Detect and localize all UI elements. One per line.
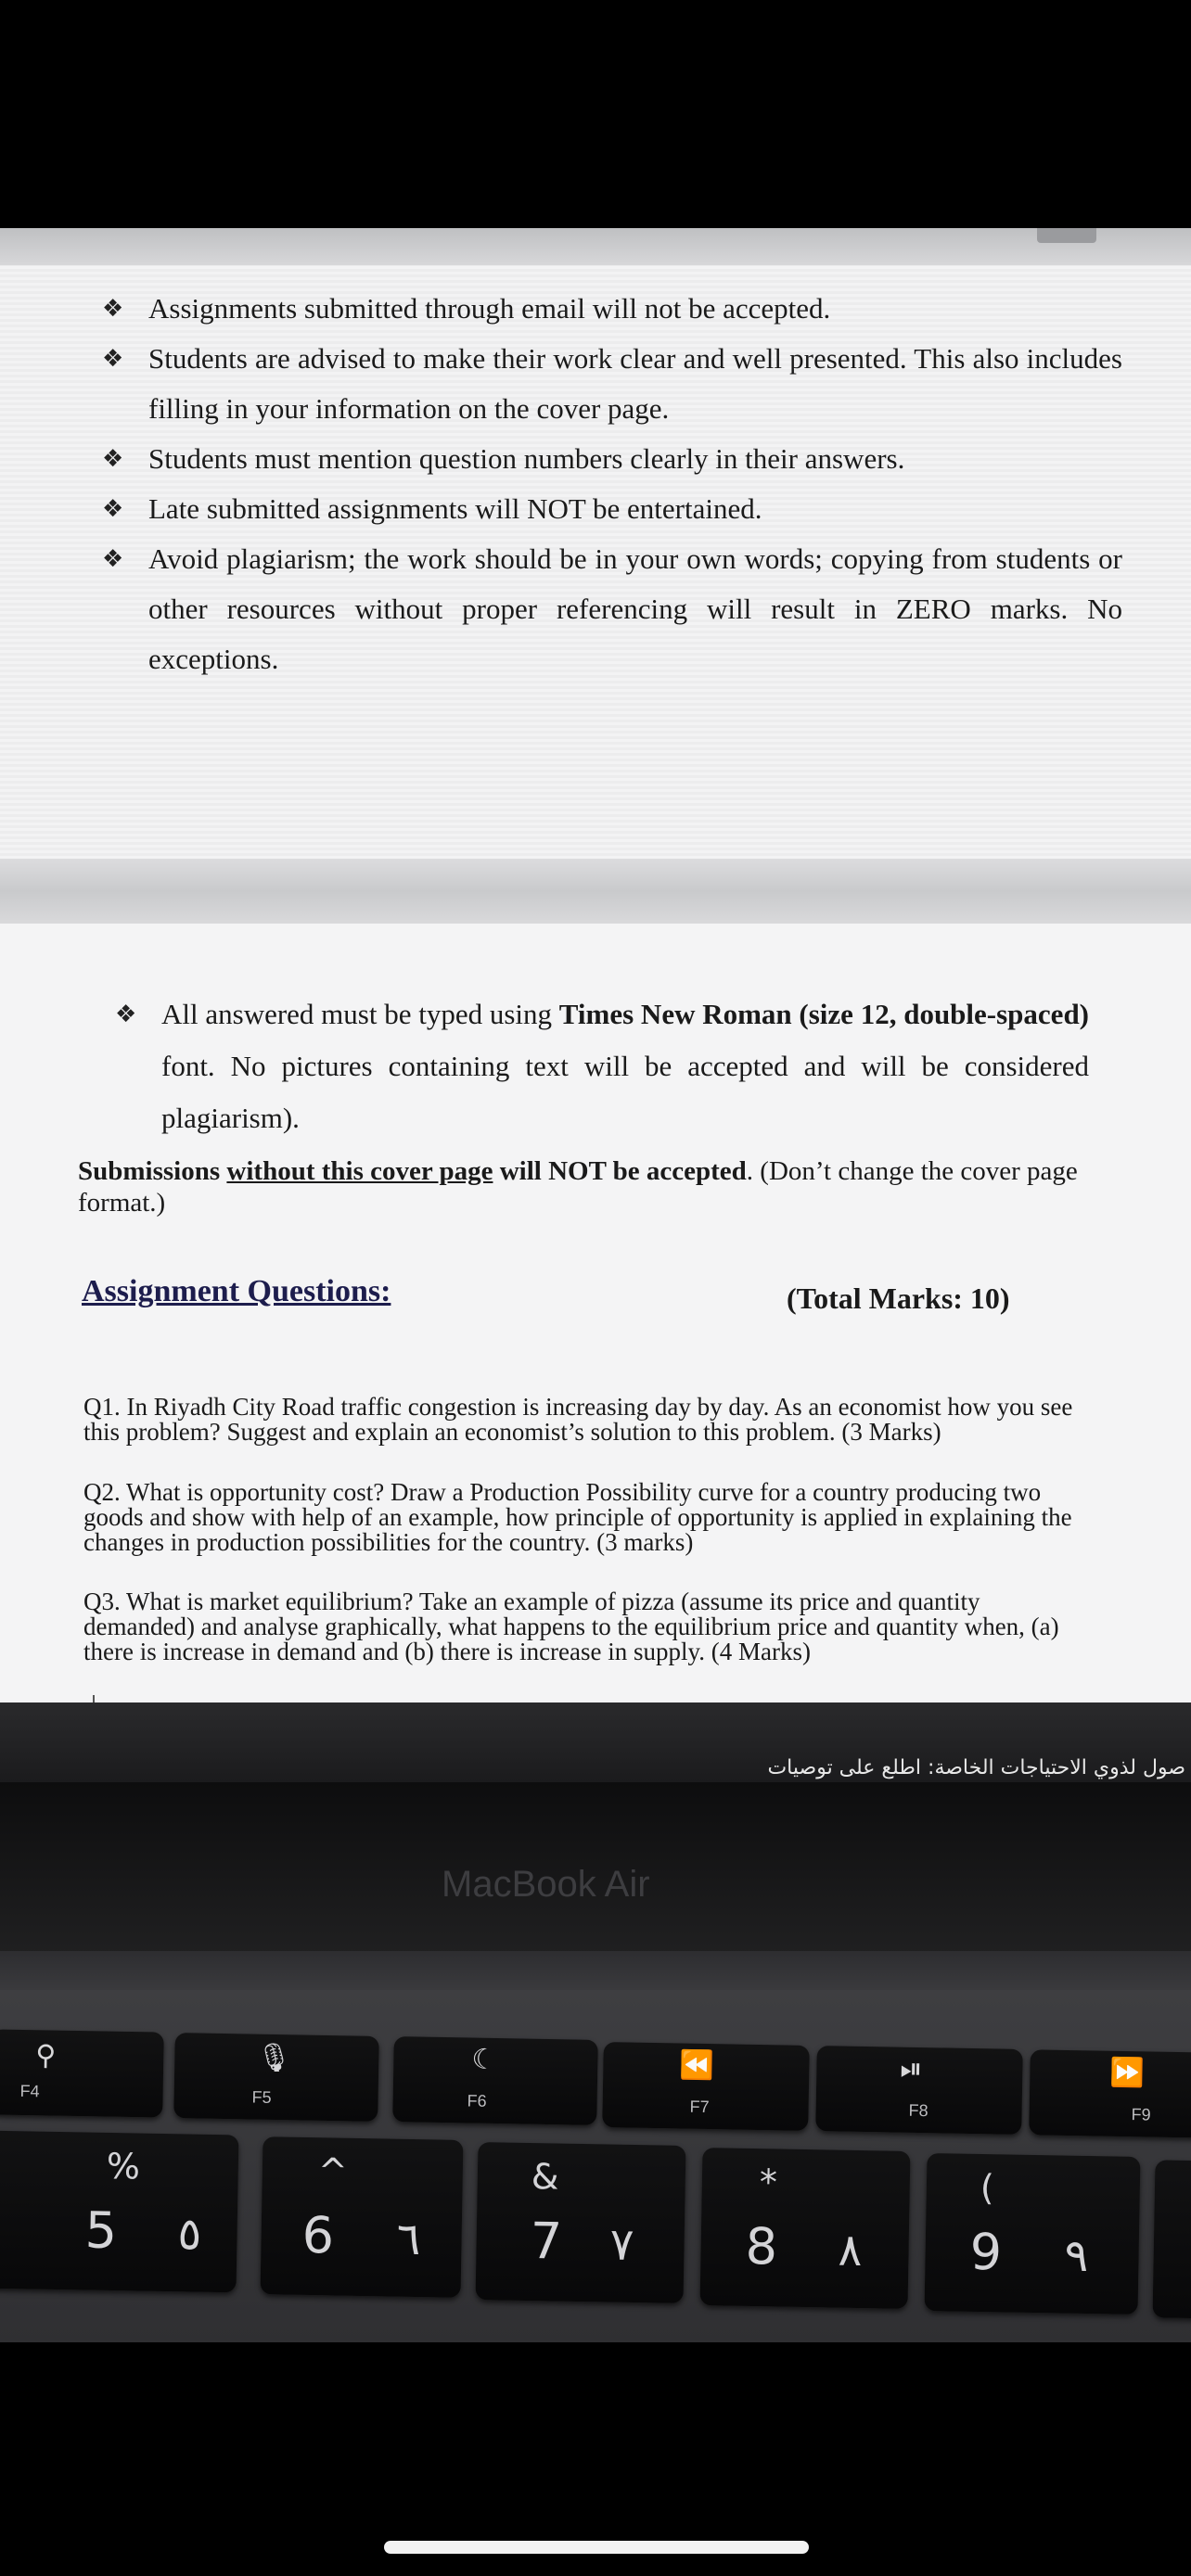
format-text-after: font. No pictures containing text will be accepted and will be considered plagiarism).: [161, 1050, 1089, 1134]
top-black-band: [0, 0, 1191, 228]
key-number: 7: [530, 2212, 563, 2271]
laptop-brand-label: MacBook Air: [442, 1864, 650, 1905]
top-bar-tab: [1037, 228, 1096, 243]
diamond-bullet-icon: ❖: [102, 445, 124, 473]
diamond-bullet-icon: ❖: [102, 545, 124, 573]
key-f7[interactable]: [602, 2042, 810, 2131]
key-f8[interactable]: [815, 2046, 1023, 2135]
laptop-deck: [0, 1951, 1191, 1990]
key-arabic: ٥: [177, 2208, 202, 2261]
key-f5[interactable]: [173, 2033, 379, 2122]
key-8[interactable]: [700, 2148, 911, 2309]
list-item: [102, 534, 1122, 684]
key-f6[interactable]: [392, 2036, 598, 2125]
rule-text: Students must mention question numbers clearly in their answers.: [148, 442, 905, 475]
key-arabic: ٦: [396, 2213, 421, 2266]
list-item: [102, 434, 1122, 484]
key-symbol: ^: [317, 2150, 349, 2192]
page-break: [0, 859, 1191, 924]
note-bold-start: Submissions: [78, 1156, 227, 1186]
screen-top-bar: [0, 228, 1191, 265]
question-1: Q1. In Riyadh City Road traffic congestion is increasing day by day. As an economist how you see this problem? Suggest and explain an economist’s solution to this problem. (3 Marks): [83, 1393, 1073, 1446]
key-number: 9: [969, 2222, 1003, 2282]
diamond-bullet-icon: ❖: [102, 495, 124, 523]
document-page-1: [0, 265, 1191, 859]
note-rest: . (Don’t change the cover page format.): [78, 1156, 1078, 1218]
cover-page-note: [78, 1155, 1089, 1218]
laptop-screen: [0, 228, 1191, 1782]
key-number: 8: [745, 2216, 778, 2276]
rule-text: Students are advised to make their work clear and well presented. This also includes filling in your information on the cover page.: [148, 342, 1122, 425]
total-marks: (Total Marks: 10): [787, 1282, 1010, 1315]
key-f4[interactable]: [0, 2029, 164, 2117]
fast-forward-icon: ⏩: [1109, 2056, 1146, 2090]
search-icon: ⚲: [35, 2039, 57, 2072]
question-3: Q3. What is market equilibrium? Take an example of pizza (assume its price and quantity demanded) and analyse graphically, what happens to the equilibrium price and quantity when, (a) there is increase in demand and (b) there is increase in supply. (4 Marks): [83, 1588, 1059, 1665]
key-label: F4: [19, 2081, 40, 2101]
note-underline: without this cover page: [226, 1156, 493, 1186]
list-item: [102, 284, 1122, 334]
key-symbol: *: [759, 2162, 778, 2203]
key-label: F8: [908, 2100, 928, 2121]
rules-list: [102, 284, 1122, 684]
key-f9[interactable]: [1029, 2049, 1191, 2137]
key-label: F5: [251, 2087, 272, 2107]
key-9[interactable]: [925, 2153, 1141, 2315]
diamond-bullet-icon: ❖: [102, 345, 124, 373]
home-indicator[interactable]: [384, 2541, 809, 2554]
rewind-icon: ⏪: [679, 2048, 715, 2083]
moon-icon: ☾: [471, 2043, 497, 2077]
key-label: F9: [1131, 2105, 1151, 2124]
format-rules-list: [115, 988, 1089, 1144]
document-page-2: [0, 924, 1191, 1782]
note-bold-end: will NOT be accepted: [493, 1156, 747, 1186]
list-item: [115, 988, 1089, 1144]
assignment-questions-heading: Assignment Questions:: [82, 1274, 391, 1308]
format-text-bold: Times New Roman (size 12, double-spaced): [558, 998, 1090, 1030]
rule-text: Assignments submitted through email will not be accepted.: [148, 292, 831, 325]
list-item: [102, 484, 1122, 534]
key-number: 6: [301, 2205, 335, 2265]
diamond-bullet-icon: ❖: [102, 295, 124, 323]
key-5[interactable]: [0, 2131, 238, 2293]
key-label: F6: [467, 2091, 487, 2111]
play-pause-icon: ⏯: [900, 2052, 923, 2086]
accessibility-notice[interactable]: صول لذوي الاحتياجات الخاصة: اطلع على توصيات: [767, 1756, 1185, 1779]
rule-text: Avoid plagiarism; the work should be in your own words; copying from students or other resources without proper referencing will result in ZERO marks. No exceptions.: [148, 542, 1122, 675]
key-arabic: ٩: [1064, 2229, 1089, 2283]
diamond-bullet-icon: ❖: [115, 1001, 137, 1028]
list-item: [102, 334, 1122, 434]
rule-text: Late submitted assignments will NOT be entertained.: [148, 492, 762, 525]
key-arabic: ٨: [838, 2224, 863, 2277]
key-arabic: ٧: [609, 2218, 634, 2272]
key-symbol: (: [980, 2167, 995, 2209]
microphone-icon: 🎙: [256, 2041, 292, 2075]
key-label: F7: [689, 2097, 710, 2117]
key-0-partial[interactable]: [1153, 2160, 1191, 2318]
question-2: Q2. What is opportunity cost? Draw a Production Possibility curve for a country producing two goods and show with help of an example, how principle of opportunity is applied in explaining the changes in production possibilities for the country. (3 marks): [83, 1478, 1072, 1556]
format-text-before: All answered must be typed using: [161, 998, 559, 1030]
key-7[interactable]: [476, 2142, 686, 2303]
key-6[interactable]: [261, 2136, 464, 2298]
keyboard: [0, 1990, 1191, 2342]
key-symbol: %: [106, 2145, 141, 2187]
key-number: 5: [84, 2200, 118, 2261]
key-symbol: &: [531, 2156, 559, 2198]
